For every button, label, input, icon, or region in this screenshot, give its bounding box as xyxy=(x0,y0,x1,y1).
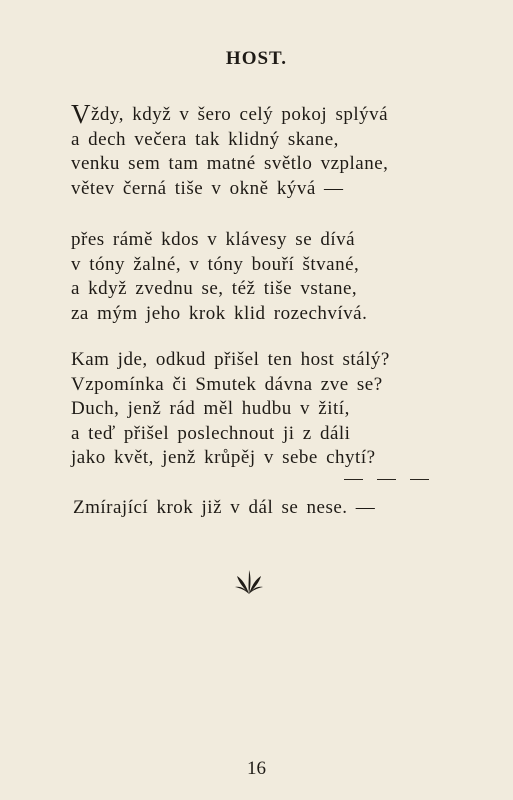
poem-line: přes rámě kdos v klávesy se dívá xyxy=(71,229,356,250)
dash xyxy=(344,479,363,480)
final-line: Zmírající krok již v dál se nese. — xyxy=(73,497,376,518)
poem-line xyxy=(71,99,451,129)
poem-line: a dech večera tak klidný skane, xyxy=(71,128,339,150)
dash xyxy=(410,479,429,480)
stanza-1 xyxy=(71,99,451,201)
floral-ornament-icon xyxy=(234,568,264,596)
stanza-2 xyxy=(71,228,451,326)
poem-line: a teď přišel poslechnout ji z dáli xyxy=(71,422,351,444)
poem-line: Vzpomínka či Smutek dávna zve se? xyxy=(71,373,383,395)
poem-line: Kam jde, odkud přišel ten host stálý? xyxy=(71,349,390,370)
poem-line: a když zvednu se, též tiše vstane, xyxy=(71,278,358,300)
stanza-3 xyxy=(71,348,451,471)
poem-line: v tóny žalné, v tóny bouří štvané, xyxy=(71,253,360,275)
poem-title: HOST. xyxy=(225,48,288,69)
poem-line: větev černá tiše v okně kývá — xyxy=(71,177,344,199)
drop-letter: V xyxy=(71,99,91,129)
poem-line: za mým jeho krok klid rozechvívá. xyxy=(71,302,368,324)
poem-line: jako květ, jenž krůpěj v sebe chytí? xyxy=(71,447,376,469)
poem-line: Duch, jenž rád měl hudbu v žití, xyxy=(71,398,350,420)
page-number: 16 xyxy=(247,758,266,779)
first-line-rest: ždy, když v šero celý pokoj splývá xyxy=(91,104,389,125)
dash-separator xyxy=(344,474,429,484)
dash xyxy=(377,479,396,480)
poem-line: venku sem tam matné světlo vzplane, xyxy=(71,153,389,175)
